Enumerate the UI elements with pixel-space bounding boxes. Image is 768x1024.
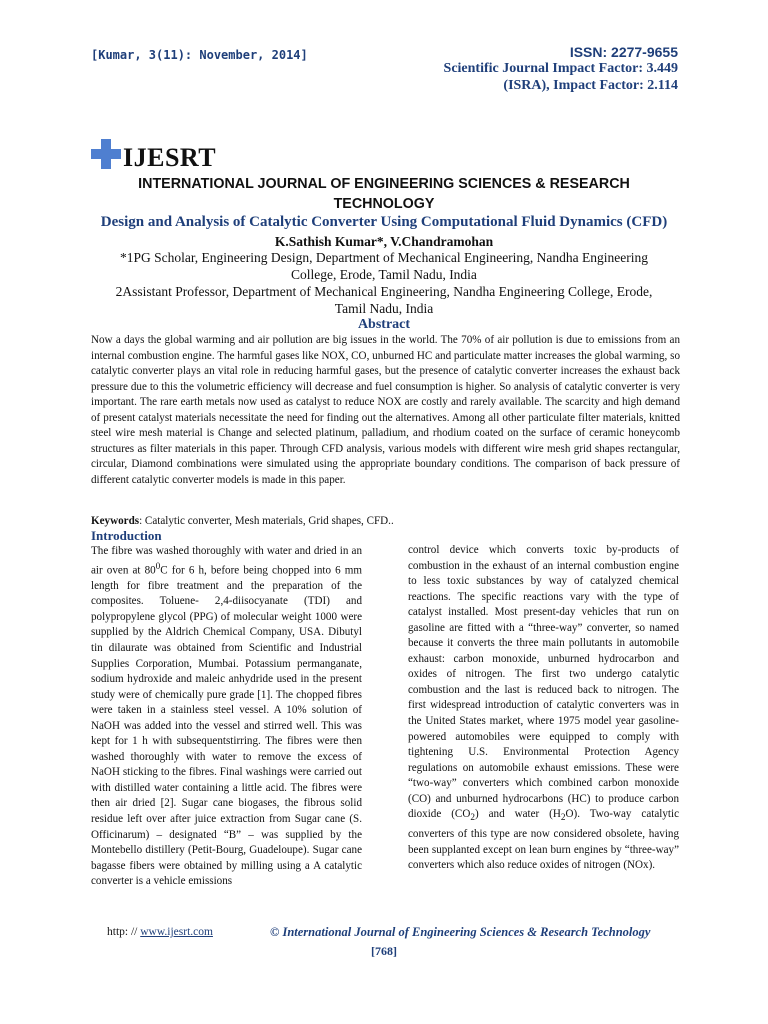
intro-right-text-b: ) and water (H <box>474 808 561 821</box>
abstract-text: Now a days the global warming and air pollution are big issues in the world. The 70% of air pollution is due to emissions from an internal combustion engine. The harmful gases like NOX, CO, unburned HC and particulate matter increases the global warming, so catalytic converter plays an vital role in reducing harmful gases, but the presence of catalytic converter increases the exhaust back pressure due to this the volumetric efficiency will decrease and fuel consumption is higher. So analysis of catalytic converter is very important. The rare earth metals now used as catalyst to reduce NOX are costly and rarely available. The scarcity and high demand of present catalyst materials necessitate the need for finding out the alternatives. Among all other particulate filter materials, knitted steel wire mesh material is Change and selected platinum, palladium, and rhodium coated on the surface of ceramic honeycomb structures as filter materials in this paper. Through CFD analysis, various models with different wire mesh grid shapes rectangular, circular, Diamond combinations were simulated using the appropriate boundary conditions. The comparison of back pressure of different catalytic converter models is made in this paper. <box>91 334 680 486</box>
header-right <box>444 44 678 94</box>
footer-website-link[interactable]: www.ijesrt.com <box>140 926 213 938</box>
footer-website <box>107 926 213 938</box>
page-number: [768] <box>371 944 397 958</box>
affiliation-1: *1PG Scholar, Engineering Design, Department of Mechanical Engineering, Nandha Engineering College, Erode, Tamil Nadu, India <box>119 250 649 282</box>
keywords-text: : Catalytic converter, Mesh materials, Grid shapes, CFD.. <box>139 515 394 527</box>
journal-logo <box>91 135 216 173</box>
paper-authors: K.Sathish Kumar*, V.Chandramohan <box>274 234 494 249</box>
intro-right-text-a: control device which converts toxic by-products of combustion in the exhaust of an internal combustion engine to less toxic substances by way of catalyzed chemical reactions. The specific reactions vary with the type of catalyst installed. Most present-day vehicles that run on gasoline are fitted with a “three-way” converter, so named because it converts the three main pollutants in automobile exhaust: carbon monoxide, unburned hydrocarbon and oxides of nitrogen. The first two undergo catalytic combustion and the last is reduced back to nitrogen. The first widespread introduction of catalytic converters was in the United States market, where 1975 model year gasoline-powered automobiles were equipped to comply with tightening U.S. Environmental Protection Agency regulations on automobile exhaust emissions. These were “two-way” converters which combined carbon monoxide (CO) and unburned hydrocarbons (HC) to produce carbon dioxide (CO <box>408 544 679 821</box>
abstract-heading: Abstract <box>357 317 411 332</box>
plus-cross-icon <box>91 139 121 169</box>
affiliation-2: 2Assistant Professor, Department of Mechanical Engineering, Nandha Engineering College, Erode, Tamil Nadu, India <box>115 284 653 316</box>
intro-left-text-b: C for 6 h, before being chopped into 6 mm length for fibre treatment and the preparation of the composites. Toluene- 2,4-diisocyanate (TDI) and polypropylene glycol (PPG) of molecular weight 1000 were supplied by the Aldrich Chemical Company, USA. Dibutyl tin dilaurate was obtained from Scientific and Industrial Supplies Corporation, Mumbai. Potassium permanganate, sodium hydroxide and maleic anhydride used in the present study were of chemically pure grade [1]. The chopped fibres were taken in a stainless steel vessel. A 10% solution of NaOH was added into the vessel and stirred well. This was kept for 1 h with subsequentstirring. The fibres were then washed thoroughly with water to remove the excess of NaOH sticking to the fibres. Final washings were carried out with distilled water containing a little acid. The fibres were then air dried [2]. Sugar cane biogases, the fibrous solid residue left over after juice extraction from Sugar cane (S. Officinarum) – designated “B” – was supplied by the Montebello distillery (Petit-Bourg, Guadeloupe). Sugar cane bagasse fibers were obtained by milling using a A catalytic converter is a vehicle emissions <box>91 564 363 888</box>
footer-link-prefix: http: // <box>107 926 141 938</box>
intro-right-column <box>408 543 679 874</box>
impact-factor-1: Scientific Journal Impact Factor: 3.449 <box>443 61 678 76</box>
intro-left-text-a: The fibre was washed thoroughly with water and dried in an air oven at 80 <box>91 545 362 577</box>
footer-journal: © International Journal of Engineering Sciences & Research Technology <box>270 925 651 939</box>
keywords-label: Keywords <box>91 515 140 527</box>
journal-name <box>90 174 678 214</box>
journal-name-line2: TECHNOLOGY <box>333 196 435 212</box>
introduction-heading: Introduction <box>91 528 162 543</box>
intro-right-subscript-1: 2 <box>470 813 475 824</box>
intro-right-subscript-2: 2 <box>560 813 566 824</box>
keywords <box>91 515 680 527</box>
intro-right-text-c: O). Two-way catalytic converters of this type are now considered obsolete, having been supplanted except on lean burn engines by “three-way” converters which also reduce oxides of nitrogen (NOx). <box>408 808 680 872</box>
journal-name-line1: INTERNATIONAL JOURNAL OF ENGINEERING SCIENCES & RESEARCH <box>138 176 630 192</box>
logo-text: IJESRT <box>123 143 217 172</box>
paper-title: Design and Analysis of Catalytic Converter Using Computational Fluid Dynamics (CFD) <box>100 214 668 230</box>
impact-factor-2: (ISRA), Impact Factor: 2.114 <box>503 78 678 93</box>
citation-header: [Kumar, 3(11): November, 2014] <box>91 48 308 62</box>
intro-left-superscript: 0 <box>155 561 161 572</box>
intro-left-column <box>91 544 362 890</box>
issn: ISSN: 2277-9655 <box>569 44 678 60</box>
